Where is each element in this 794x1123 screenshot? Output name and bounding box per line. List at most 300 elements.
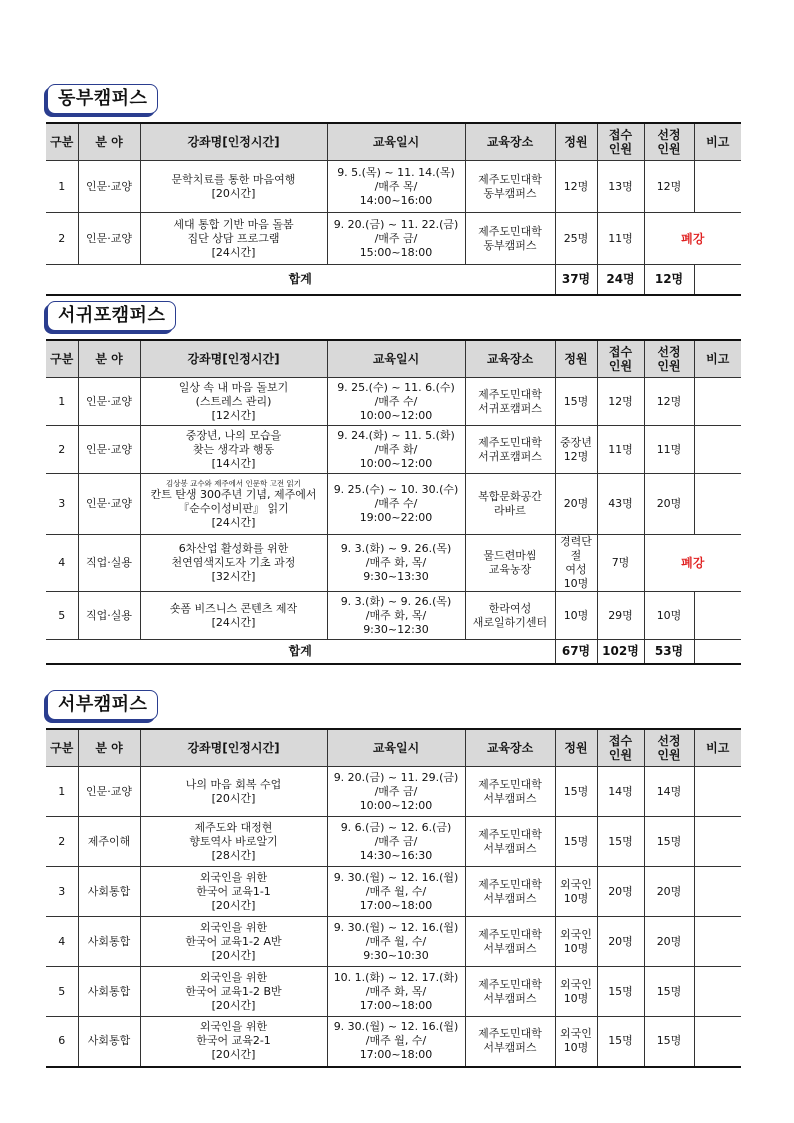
cell-place [465,474,555,535]
cell-line: 서부캠퍼스 [483,841,537,855]
cell-line: 외국인 [560,877,592,891]
cell-line: 한국어 교육1-2 A반 [185,934,282,948]
cell-line: [20시간] [211,998,256,1012]
cell-line: 물드련마씸 [483,549,537,562]
cell-field: 인문·교양 [78,767,140,817]
cell-schedule [327,767,465,817]
cell-no: 3 [46,474,78,535]
header-label: 강좌명[인정시간] [187,352,280,366]
header-label: 비고 [706,352,730,366]
total-capacity: 37명 [555,265,597,295]
cell-line: 제주도민대학 [478,172,542,186]
header-label: 구분 [50,135,74,149]
cell-line: 한국어 교육2-1 [196,1034,271,1048]
cell-line: 10명 [563,577,589,590]
column-header [644,729,694,767]
cell-line: 외국인을 위한 [199,920,268,934]
cell-schedule [327,213,465,265]
cell-place [465,426,555,474]
cell-line: 외국인을 위한 [199,1020,268,1034]
header-label: 인원 [657,748,681,762]
cell-place [465,767,555,817]
column-header [555,729,597,767]
cell-line: 15:00~18:00 [359,245,433,259]
cell-line: 12명 [563,449,589,463]
cell-selected: 14명 [644,767,694,817]
cell-line: 12명 [563,179,589,193]
cell-line: 9. 3.(화) ~ 9. 26.(목) [340,542,452,555]
cell-applied: 14명 [597,767,644,817]
column-header [465,729,555,767]
table-row [46,474,741,535]
cell-line: 제주도민대학 [478,387,542,401]
column-header [327,340,465,378]
cell-capacity [555,426,597,474]
cell-line: 라바르 [494,504,526,517]
header-label: 비고 [706,741,730,755]
cell-line: 새로일하기센터 [472,615,548,629]
header-label: 접수 [608,734,633,748]
cell-schedule [327,867,465,917]
header-label: 선정 [657,345,681,359]
cell-schedule [327,535,465,592]
cell-line: 15명 [563,784,589,798]
cell-line: 중장년, 나의 모습을 [185,428,282,442]
cell-line: 제주도민대학 [478,977,542,991]
header-label: 교육일시 [372,741,420,755]
cell-course [140,867,327,917]
cell-line: 외국인을 위한 [199,970,268,984]
cell-applied: 20명 [597,917,644,967]
column-header [694,123,741,161]
cell-line: [14시간] [211,456,256,470]
cell-course [140,592,327,640]
cell-line: 복합문화공간 [478,490,542,503]
cell-note [694,592,741,640]
cell-course [140,1017,327,1067]
cell-capacity [555,161,597,213]
cell-line: 향토역사 바로알기 [189,834,278,848]
cell-line: 『순수이성비판』 읽기 [178,501,289,515]
header-label: 구분 [50,352,74,366]
cell-line: [24시간] [211,615,256,629]
cell-note [694,378,741,426]
cell-applied: 20명 [597,867,644,917]
cell-note [694,161,741,213]
column-header [694,729,741,767]
cell-line: /매주 목/ [374,179,418,193]
cell-line: [20시간] [211,898,256,912]
column-header [597,340,644,378]
total-row [46,640,741,664]
header-label: 접수 [608,128,633,142]
cell-line: 서부캠퍼스 [483,791,537,805]
cell-line: 10:00~12:00 [359,408,433,422]
cell-line: /매주 화, 목/ [365,556,427,569]
cell-line: 9. 3.(화) ~ 9. 26.(목) [340,594,452,608]
header-label: 교육일시 [372,352,420,366]
cell-course [140,474,327,535]
cell-line: 문학치료를 통한 마음여행 [171,172,296,186]
cell-course [140,426,327,474]
cell-line: 10. 1.(화) ~ 12. 17.(화) [333,970,459,984]
table-row [46,592,741,640]
cell-line: 10명 [563,941,589,955]
column-header [46,123,78,161]
cell-field: 인문·교양 [78,161,140,213]
header-label: 분 야 [95,352,123,366]
cell-no: 1 [46,161,78,213]
cell-line: [24시간] [211,245,256,259]
cell-no: 1 [46,378,78,426]
cancel-badge: 폐강 [644,213,741,265]
cell-selected: 20명 [644,867,694,917]
table-row [46,535,741,592]
cell-line: /매주 금/ [374,784,418,798]
header-label: 구분 [50,741,74,755]
header-label: 인원 [608,359,633,373]
cell-selected: 12명 [644,161,694,213]
cell-line: 여성 [565,563,587,576]
cell-applied: 43명 [597,474,644,535]
column-header [465,123,555,161]
cell-line: 15명 [563,834,589,848]
column-header [694,340,741,378]
cell-line: /매주 금/ [374,231,418,245]
cell-line: /매주 금/ [374,834,418,848]
cell-line: 6차산업 활성화를 위한 [178,542,289,555]
cell-line: [20시간] [211,791,256,805]
total-note [694,265,741,295]
course-table [46,339,741,665]
cell-line: 10명 [563,1041,589,1055]
cell-capacity [555,767,597,817]
header-row [46,123,741,161]
cell-no: 5 [46,592,78,640]
header-label: 인원 [608,748,633,762]
cell-line: 외국인 [560,977,592,991]
column-header [644,340,694,378]
cell-line: 9. 5.(목) ~ 11. 14.(목) [337,165,455,179]
course-subtitle: 김상봉 교수와 제주에서 인문학 고전 읽기 [165,478,302,488]
cell-line: 9. 25.(수) ~ 11. 6.(수) [337,380,455,394]
cell-line: [28시간] [211,848,256,862]
cell-place [465,867,555,917]
cell-note [694,917,741,967]
cell-field: 사회통합 [78,1017,140,1067]
header-row [46,340,741,378]
cell-field: 직업·실용 [78,592,140,640]
cell-line: [20시간] [211,1048,256,1062]
cell-line: (스트레스 관리) [195,394,272,408]
cell-selected: 12명 [644,378,694,426]
cell-line: 천연염색지도자 기초 과정 [171,556,296,569]
cell-applied: 7명 [597,535,644,592]
cell-line: 서부캠퍼스 [483,991,537,1005]
cell-note [694,867,741,917]
cell-line: /매주 화, 목/ [365,608,427,622]
column-header [46,340,78,378]
column-header [140,123,327,161]
cell-schedule [327,967,465,1017]
cell-schedule [327,1017,465,1067]
cell-place [465,967,555,1017]
column-header [327,729,465,767]
cell-schedule [327,161,465,213]
cell-field: 제주이해 [78,817,140,867]
header-label: 선정 [657,734,681,748]
cell-line: 일상 속 내 마음 돌보기 [178,380,289,394]
cell-applied: 12명 [597,378,644,426]
cell-line: 9. 24.(화) ~ 11. 5.(화) [337,428,455,442]
cell-note [694,1017,741,1067]
cell-note [694,474,741,535]
header-label: 강좌명[인정시간] [187,741,280,755]
cell-place [465,592,555,640]
column-header [644,123,694,161]
cell-field: 사회통합 [78,867,140,917]
cell-line: 외국인 [560,927,592,941]
cell-note [694,967,741,1017]
cell-line: [24시간] [211,515,256,529]
header-label: 분 야 [95,741,123,755]
cell-capacity [555,917,597,967]
cell-line: 17:00~18:00 [359,1048,433,1062]
cell-course [140,817,327,867]
column-header [327,123,465,161]
cell-line: 한국어 교육1-2 B반 [185,984,282,998]
cell-field: 인문·교양 [78,213,140,265]
cell-place [465,378,555,426]
cell-schedule [327,378,465,426]
column-header [555,123,597,161]
cell-capacity [555,535,597,592]
cell-line: 17:00~18:00 [359,898,433,912]
total-label: 합계 [46,640,555,664]
cell-field: 사회통합 [78,917,140,967]
cell-place [465,161,555,213]
cell-course [140,161,327,213]
cell-line: 9. 30.(월) ~ 12. 16.(월) [333,1020,459,1034]
course-table [46,728,741,1068]
cell-line: 찾는 생각과 행동 [192,442,275,456]
cell-course [140,378,327,426]
header-label: 강좌명[인정시간] [187,135,280,149]
cell-line: 칸트 탄생 300주년 기념, 제주에서 [150,487,317,501]
cancel-badge: 폐강 [644,535,741,592]
cell-no: 2 [46,817,78,867]
cell-applied: 15명 [597,817,644,867]
cell-no: 6 [46,1017,78,1067]
cell-schedule [327,592,465,640]
cell-course [140,213,327,265]
total-applied: 102명 [597,640,644,664]
cell-line: /매주 수/ [374,497,418,510]
cell-line: 외국인을 위한 [199,870,268,884]
cell-line: 제주도민대학 [478,777,542,791]
total-note [694,640,741,664]
cell-line: 14:30~16:30 [359,848,433,862]
cell-note [694,817,741,867]
cell-line: 15명 [563,394,589,408]
cell-line: 제주도민대학 [478,435,542,449]
header-label: 접수 [608,345,633,359]
cell-line: [12시간] [211,408,256,422]
cell-schedule [327,426,465,474]
column-header [78,123,140,161]
table-row [46,213,741,265]
cell-line: 서부캠퍼스 [483,941,537,955]
cell-selected: 20명 [644,917,694,967]
cell-line: 제주도민대학 [478,827,542,841]
header-label: 교육장소 [486,741,534,755]
cell-line: 나의 마음 회복 수업 [185,777,282,791]
cell-line: 19:00~22:00 [359,511,433,524]
table-row [46,767,741,817]
header-label: 인원 [608,142,633,156]
cell-capacity [555,213,597,265]
cell-line: 제주도민대학 [478,224,542,238]
cell-schedule [327,817,465,867]
cell-capacity [555,378,597,426]
cell-line: 제주도민대학 [478,927,542,941]
cell-line: 한라여성 [488,601,532,615]
section-seogwipo [46,301,741,665]
column-header [46,729,78,767]
cell-capacity [555,967,597,1017]
cell-applied: 13명 [597,161,644,213]
cell-capacity [555,817,597,867]
table-row [46,378,741,426]
cell-place [465,535,555,592]
cell-line: 14:00~16:00 [359,193,433,207]
campus-title: 동부캠퍼스 [47,84,158,114]
cell-schedule [327,474,465,535]
total-selected: 53명 [644,640,694,664]
cell-applied: 29명 [597,592,644,640]
cell-line: 9. 20.(금) ~ 11. 22.(금) [333,217,459,231]
table-row [46,161,741,213]
column-header [140,729,327,767]
cell-no: 5 [46,967,78,1017]
header-label: 정원 [564,352,588,366]
cell-line: 세대 통합 기반 마음 돌봄 [173,217,294,231]
cell-line: 9. 6.(금) ~ 12. 6.(금) [340,820,452,834]
campus-title: 서부캠퍼스 [47,690,158,720]
cell-line: [32시간] [211,570,256,583]
cell-capacity [555,474,597,535]
cell-line: 17:00~18:00 [359,998,433,1012]
cell-line: 9:30~13:30 [363,570,429,583]
cell-no: 3 [46,867,78,917]
cell-place [465,917,555,967]
total-row [46,265,741,295]
header-label: 정원 [564,135,588,149]
cell-field: 인문·교양 [78,378,140,426]
column-header [555,340,597,378]
cell-line: 서귀포캠퍼스 [478,401,542,415]
cell-applied: 11명 [597,426,644,474]
cell-no: 4 [46,917,78,967]
cell-line: /매주 화/ [374,442,418,456]
cell-line: 9:30~10:30 [363,948,429,962]
cell-line: /매주 화, 목/ [365,984,427,998]
cell-line: 중장년 [560,435,592,449]
section-west [46,690,741,1068]
cell-line: /매주 월, 수/ [365,934,427,948]
header-label: 교육장소 [486,352,534,366]
cell-applied: 15명 [597,967,644,1017]
cell-course [140,767,327,817]
table-row [46,867,741,917]
cell-line: /매주 월, 수/ [365,1034,427,1048]
cell-no: 1 [46,767,78,817]
total-capacity: 67명 [555,640,597,664]
cell-selected: 10명 [644,592,694,640]
cell-course [140,535,327,592]
column-header [597,123,644,161]
cell-line: 10명 [563,991,589,1005]
cell-line: 집단 상담 프로그램 [187,231,280,245]
cell-line: /매주 월, 수/ [365,884,427,898]
cell-line: 9. 30.(월) ~ 12. 16.(월) [333,870,459,884]
header-label: 정원 [564,741,588,755]
cell-line: 제주도민대학 [478,877,542,891]
cell-line: 9:30~12:30 [363,622,429,636]
cell-applied: 11명 [597,213,644,265]
total-selected: 12명 [644,265,694,295]
cell-no: 4 [46,535,78,592]
column-header [78,340,140,378]
cell-line: 10:00~12:00 [359,456,433,470]
cell-selected: 15명 [644,817,694,867]
cell-selected: 11명 [644,426,694,474]
cell-no: 2 [46,426,78,474]
cell-applied: 15명 [597,1017,644,1067]
cell-line: 20명 [563,497,589,510]
cell-line: 경력단절 [560,535,592,562]
cell-field: 인문·교양 [78,474,140,535]
cell-line: 제주도민대학 [478,1027,542,1041]
cell-line: 동부캠퍼스 [483,186,537,200]
cell-place [465,1017,555,1067]
cell-line: 서귀포캠퍼스 [478,449,542,463]
cell-line: 10:00~12:00 [359,798,433,812]
cell-line: 10명 [563,608,589,622]
table-row [46,426,741,474]
cell-no: 2 [46,213,78,265]
cell-line: 10명 [563,891,589,905]
cell-course [140,967,327,1017]
cell-capacity [555,1017,597,1067]
table-row [46,817,741,867]
column-header [465,340,555,378]
column-header [78,729,140,767]
cell-place [465,213,555,265]
header-label: 교육장소 [486,135,534,149]
cell-line: 9. 20.(금) ~ 11. 29.(금) [333,770,459,784]
cell-line: 외국인 [560,1027,592,1041]
cell-field: 직업·실용 [78,535,140,592]
cell-capacity [555,867,597,917]
cell-line: /매주 수/ [374,394,418,408]
cell-field: 사회통합 [78,967,140,1017]
cell-course [140,917,327,967]
column-header [597,729,644,767]
cell-line: 동부캠퍼스 [483,238,537,252]
section-east [46,84,741,296]
header-label: 비고 [706,135,730,149]
